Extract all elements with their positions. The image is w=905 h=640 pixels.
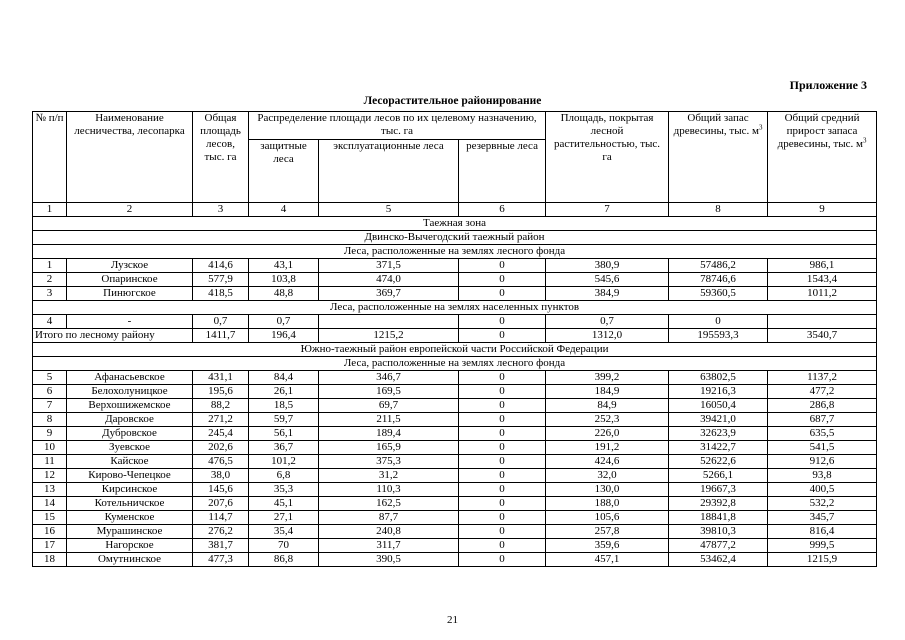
cell-name: Даровское: [67, 413, 193, 427]
table-cell: 286,8: [768, 399, 877, 413]
table-row: [33, 539, 877, 553]
table-cell: 31,2: [319, 469, 459, 483]
table-cell: 816,4: [768, 525, 877, 539]
cell-name: -: [67, 315, 193, 329]
table-row: [33, 315, 877, 329]
table-cell: 999,5: [768, 539, 877, 553]
table-cell: 207,6: [193, 497, 249, 511]
table-cell: 43,1: [249, 259, 319, 273]
table-cell: 345,7: [768, 511, 877, 525]
table-row: [33, 455, 877, 469]
table-cell: 3: [193, 203, 249, 217]
table-cell: 56,1: [249, 427, 319, 441]
cell-name: Кайское: [67, 455, 193, 469]
table-cell: 8: [33, 413, 67, 427]
table-cell: 195593,3: [669, 329, 768, 343]
table-cell: 0: [459, 273, 546, 287]
table-cell: 18841,8: [669, 511, 768, 525]
table-row: [33, 427, 877, 441]
table-cell: 105,6: [546, 511, 669, 525]
table-body: [33, 203, 877, 567]
header-growth: [768, 112, 877, 203]
table-cell: 474,0: [319, 273, 459, 287]
table-cell: 7: [546, 203, 669, 217]
table-cell: 7: [33, 399, 67, 413]
table-row: [33, 413, 877, 427]
table-cell: 84,9: [546, 399, 669, 413]
header-covered: Площадь, покрытая лесной растительностью, тыс. га: [546, 112, 669, 203]
table-cell: 0,7: [249, 315, 319, 329]
section-title: Леса, расположенные на землях лесного фонда: [33, 357, 877, 371]
table-cell: 0: [459, 399, 546, 413]
table-cell: 5266,1: [669, 469, 768, 483]
cell-name: Мурашинское: [67, 525, 193, 539]
table-cell: 359,6: [546, 539, 669, 553]
table-cell: 162,5: [319, 497, 459, 511]
page-number: 21: [447, 614, 458, 626]
table-cell: 375,3: [319, 455, 459, 469]
section-title: Южно-таежный район европейской части Российской Федерации: [33, 343, 877, 357]
cell-name: Котельничское: [67, 497, 193, 511]
table-cell: 9: [768, 203, 877, 217]
table-cell: 912,6: [768, 455, 877, 469]
header-stock-sup: 3: [758, 123, 763, 132]
table-cell: 19667,3: [669, 483, 768, 497]
table-cell: 169,5: [319, 385, 459, 399]
header-protective: защитные леса: [249, 140, 319, 203]
table-cell: 0,7: [546, 315, 669, 329]
table-cell: 57486,2: [669, 259, 768, 273]
table-row: [33, 553, 877, 567]
table-row: [33, 441, 877, 455]
table-cell: 17: [33, 539, 67, 553]
cell-name: Опаринское: [67, 273, 193, 287]
section-row: [33, 217, 877, 231]
table-cell: 457,1: [546, 553, 669, 567]
cell-name: Омутнинское: [67, 553, 193, 567]
section-row: [33, 357, 877, 371]
table-cell: 0: [459, 371, 546, 385]
table-cell: 0: [459, 413, 546, 427]
table-cell: 545,6: [546, 273, 669, 287]
cell-name: Куменское: [67, 511, 193, 525]
table-cell: 32,0: [546, 469, 669, 483]
table-row: [33, 287, 877, 301]
table-cell: 380,9: [546, 259, 669, 273]
table-cell: 39421,0: [669, 413, 768, 427]
table-cell: 0: [459, 427, 546, 441]
header-stock-text: Общий запас древесины, тыс. м: [673, 112, 759, 137]
table-row: [33, 385, 877, 399]
table-cell: 16: [33, 525, 67, 539]
table-cell: 381,7: [193, 539, 249, 553]
cell-name: Верхошижемское: [67, 399, 193, 413]
table-cell: 130,0: [546, 483, 669, 497]
table-cell: 78746,6: [669, 273, 768, 287]
table-cell: 346,7: [319, 371, 459, 385]
table-cell: 1543,4: [768, 273, 877, 287]
section-row: [33, 301, 877, 315]
table-cell: 36,7: [249, 441, 319, 455]
table-cell: 240,8: [319, 525, 459, 539]
header-reserve: резервные леса: [459, 140, 546, 203]
cell-name: Кирово-Чепецкое: [67, 469, 193, 483]
table-cell: 577,9: [193, 273, 249, 287]
table-cell: 400,5: [768, 483, 877, 497]
header-growth-sup: 3: [862, 136, 867, 145]
table-cell: 424,6: [546, 455, 669, 469]
table-cell: 8: [669, 203, 768, 217]
table-cell: 11: [33, 455, 67, 469]
table-cell: 635,5: [768, 427, 877, 441]
table-cell: 31422,7: [669, 441, 768, 455]
table-cell: 226,0: [546, 427, 669, 441]
page-title: Лесорастительное районирование: [363, 95, 542, 107]
section-title: Леса, расположенные на землях лесного фонда: [33, 245, 877, 259]
table-cell: 6: [459, 203, 546, 217]
table-cell: 0: [459, 329, 546, 343]
cell-name: Кирсинское: [67, 483, 193, 497]
table-cell: 0: [459, 483, 546, 497]
table-cell: 101,2: [249, 455, 319, 469]
table-cell: 390,5: [319, 553, 459, 567]
table-cell: 0: [459, 385, 546, 399]
table-cell: 3: [33, 287, 67, 301]
header-row: [33, 112, 877, 140]
table-row: [33, 497, 877, 511]
table-row: [33, 483, 877, 497]
table-cell: 1215,9: [768, 553, 877, 567]
table-cell: 16050,4: [669, 399, 768, 413]
table-cell: 252,3: [546, 413, 669, 427]
table-cell: 188,0: [546, 497, 669, 511]
cell-name: Дубровское: [67, 427, 193, 441]
forest-zoning-table: [32, 111, 877, 567]
header-total: Общая площадь лесов, тыс. га: [193, 112, 249, 203]
cell-name: Нагорское: [67, 539, 193, 553]
table-cell: 1011,2: [768, 287, 877, 301]
table-cell: 47877,2: [669, 539, 768, 553]
table-cell: 10: [33, 441, 67, 455]
table-cell: 532,2: [768, 497, 877, 511]
table-cell: 191,2: [546, 441, 669, 455]
table-cell: 87,7: [319, 511, 459, 525]
table-cell: 38,0: [193, 469, 249, 483]
table-cell: 1: [33, 259, 67, 273]
section-row: [33, 245, 877, 259]
table-cell: 0: [459, 287, 546, 301]
table-cell: 32623,9: [669, 427, 768, 441]
table-cell: 4: [33, 315, 67, 329]
cell-name: 2: [67, 203, 193, 217]
table-row: [33, 469, 877, 483]
header-exploitation: эксплуатационные леса: [319, 140, 459, 203]
table-cell: 35,4: [249, 525, 319, 539]
table-cell: 35,3: [249, 483, 319, 497]
table-cell: 431,1: [193, 371, 249, 385]
table-cell: 1137,2: [768, 371, 877, 385]
table-cell: 1: [33, 203, 67, 217]
table-cell: 18,5: [249, 399, 319, 413]
table-cell: 0: [459, 455, 546, 469]
table-cell: 476,5: [193, 455, 249, 469]
table-cell: 114,7: [193, 511, 249, 525]
section-title: Леса, расположенные на землях населенных пунктов: [33, 301, 877, 315]
table-row: [33, 273, 877, 287]
table-cell: 45,1: [249, 497, 319, 511]
table-cell: 0: [459, 497, 546, 511]
header-name: Наименование лесничества, лесопарка: [67, 112, 193, 203]
table-cell: 0: [459, 511, 546, 525]
table-cell: [319, 315, 459, 329]
table-cell: 103,8: [249, 273, 319, 287]
section-title: Таежная зона: [33, 217, 877, 231]
table-cell: 0,7: [193, 315, 249, 329]
table-cell: 189,4: [319, 427, 459, 441]
table-cell: 9: [33, 427, 67, 441]
cell-name: Пинюгское: [67, 287, 193, 301]
table-cell: 276,2: [193, 525, 249, 539]
table-cell: 13: [33, 483, 67, 497]
table-cell: 202,6: [193, 441, 249, 455]
table-row: [33, 259, 877, 273]
table-cell: 59360,5: [669, 287, 768, 301]
cell-name: Белохолуницкое: [67, 385, 193, 399]
table-cell: 6: [33, 385, 67, 399]
table-cell: 1411,7: [193, 329, 249, 343]
table-cell: 257,8: [546, 525, 669, 539]
table-cell: 52622,6: [669, 455, 768, 469]
section-row: [33, 343, 877, 357]
header-num: № п/п: [33, 112, 67, 203]
table-cell: 184,9: [546, 385, 669, 399]
table-cell: 88,2: [193, 399, 249, 413]
table-cell: 86,8: [249, 553, 319, 567]
table-cell: 195,6: [193, 385, 249, 399]
table-cell: 5: [33, 371, 67, 385]
table-cell: 477,2: [768, 385, 877, 399]
table-cell: 19216,3: [669, 385, 768, 399]
table-cell: 369,7: [319, 287, 459, 301]
table-cell: 384,9: [546, 287, 669, 301]
table-cell: 0: [459, 441, 546, 455]
table-cell: 145,6: [193, 483, 249, 497]
table-cell: 39810,3: [669, 525, 768, 539]
total-row: [33, 329, 877, 343]
table-row: [33, 371, 877, 385]
table-cell: 70: [249, 539, 319, 553]
section-title: Двинско-Вычегодский таежный район: [33, 231, 877, 245]
section-row: [33, 231, 877, 245]
cell-name: 196,4: [249, 329, 319, 343]
table-cell: 84,4: [249, 371, 319, 385]
table-cell: 6,8: [249, 469, 319, 483]
table-row: [33, 399, 877, 413]
appendix-label: Приложение 3: [789, 78, 867, 92]
table-cell: 418,5: [193, 287, 249, 301]
table-cell: 14: [33, 497, 67, 511]
total-label: Итого по лесному району: [33, 329, 193, 343]
table-cell: 0: [669, 315, 768, 329]
table-cell: 271,2: [193, 413, 249, 427]
header-growth-text: Общий средний прирост запаса древесины, тыс. м: [777, 112, 863, 150]
table-cell: 5: [319, 203, 459, 217]
column-numbers-row: [33, 203, 877, 217]
table-row: [33, 525, 877, 539]
table-cell: 15: [33, 511, 67, 525]
table-cell: 26,1: [249, 385, 319, 399]
table-cell: 48,8: [249, 287, 319, 301]
table-cell: 0: [459, 525, 546, 539]
cell-name: Зуевское: [67, 441, 193, 455]
table-cell: 1312,0: [546, 329, 669, 343]
header-stock: [669, 112, 768, 203]
table-cell: 1215,2: [319, 329, 459, 343]
table-cell: 69,7: [319, 399, 459, 413]
cell-name: Афанасьевское: [67, 371, 193, 385]
table-cell: 211,5: [319, 413, 459, 427]
table-cell: 2: [33, 273, 67, 287]
table-cell: 165,9: [319, 441, 459, 455]
table-cell: 27,1: [249, 511, 319, 525]
table-cell: 0: [459, 259, 546, 273]
table-cell: 0: [459, 315, 546, 329]
table-cell: 53462,4: [669, 553, 768, 567]
table-cell: 18: [33, 553, 67, 567]
table-cell: 59,7: [249, 413, 319, 427]
header-distribution: Распределение площади лесов по их целевому назначению, тыс. га: [249, 112, 546, 140]
table-cell: 477,3: [193, 553, 249, 567]
table-cell: 0: [459, 469, 546, 483]
table-cell: 0: [459, 553, 546, 567]
table-cell: 541,5: [768, 441, 877, 455]
cell-name: Лузское: [67, 259, 193, 273]
table-cell: 245,4: [193, 427, 249, 441]
table-cell: 687,7: [768, 413, 877, 427]
table-cell: 371,5: [319, 259, 459, 273]
table-cell: 29392,8: [669, 497, 768, 511]
table-cell: 12: [33, 469, 67, 483]
table-cell: 414,6: [193, 259, 249, 273]
table-cell: 110,3: [319, 483, 459, 497]
table-cell: 0: [459, 539, 546, 553]
table-cell: 3540,7: [768, 329, 877, 343]
table-row: [33, 511, 877, 525]
table-cell: 311,7: [319, 539, 459, 553]
table-cell: [768, 315, 877, 329]
table-cell: 986,1: [768, 259, 877, 273]
table-cell: 399,2: [546, 371, 669, 385]
table-cell: 4: [249, 203, 319, 217]
table-cell: 63802,5: [669, 371, 768, 385]
table-cell: 93,8: [768, 469, 877, 483]
